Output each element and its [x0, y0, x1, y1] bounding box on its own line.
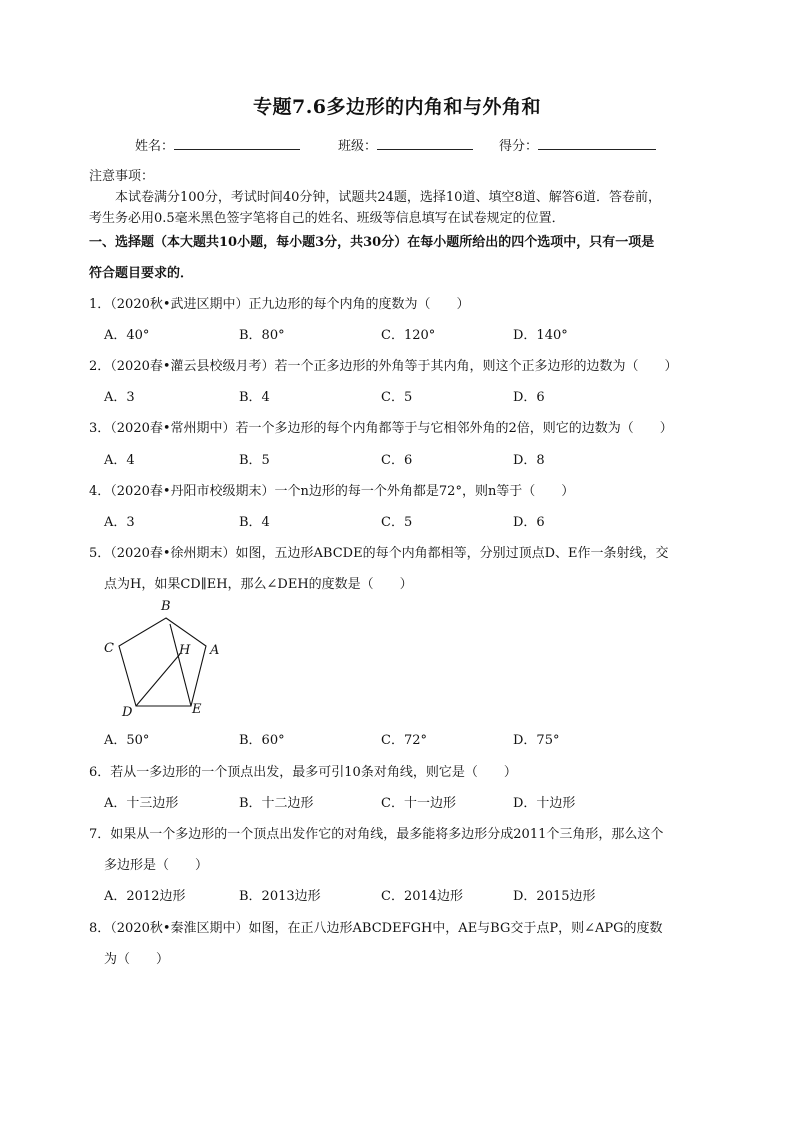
- question-7-option-a[interactable]: A．2012边形: [104, 889, 186, 904]
- question-4-option-d[interactable]: D．6: [513, 515, 545, 530]
- question-5-option-d[interactable]: D．75°: [513, 733, 560, 748]
- question-6-text: 6．若从一多边形的一个顶点出发，最多可引10条对角线，则它是（ ）: [89, 765, 517, 780]
- question-3-option-a[interactable]: A．4: [104, 453, 135, 468]
- point-label-h: H: [179, 643, 191, 658]
- ray-eh: [170, 624, 191, 706]
- question-1-option-b[interactable]: B．80°: [239, 328, 285, 343]
- question-3-option-d[interactable]: D．8: [513, 453, 545, 468]
- question-5-option-b[interactable]: B．60°: [239, 733, 285, 748]
- question-5-option-a[interactable]: A．50°: [104, 733, 150, 748]
- question-3-text: 3．（2020春•常州期中）若一个多边形的每个内角都等于与它相邻外角的2倍，则它的边数为（ ）: [89, 421, 673, 436]
- question-7-text-line-2: 多边形是（ ）: [104, 858, 209, 873]
- question-1-option-c[interactable]: C．120°: [381, 328, 436, 343]
- question-2-option-a[interactable]: A．3: [104, 390, 135, 405]
- name-blank[interactable]: [174, 137, 300, 150]
- question-5-text-line-1: 5．（2020春•徐州期末）如图，五边形ABCDE的每个内角都相等，分别过顶点D、E作一条射线，交: [89, 546, 669, 561]
- question-2-text: 2．（2020春•灌云县校级月考）若一个正多边形的外角等于其内角，则这个正多边形的边数为（ ）: [89, 359, 678, 374]
- question-1-text: 1．（2020秋•武进区期中）正九边形的每个内角的度数为（ ）: [89, 297, 470, 312]
- notice-line-2: 考生务必用0.5毫米黑色签字笔将自己的姓名、班级等信息填写在试卷规定的位置．: [89, 211, 565, 226]
- question-2-option-b[interactable]: B．4: [239, 390, 270, 405]
- score-label: 得分：: [499, 139, 539, 154]
- question-7-text-line-1: 7．如果从一个多边形的一个顶点出发作它的对角线，最多能将多边形分成2011个三角形，那么这个: [89, 827, 664, 842]
- question-3-option-c[interactable]: C．6: [381, 453, 413, 468]
- question-6-option-b[interactable]: B．十二边形: [239, 796, 314, 811]
- name-field: [135, 135, 300, 154]
- section-heading-line-2: 符合题目要求的．: [89, 266, 194, 281]
- section-heading-line-1: 一、选择题（本大题共10小题，每小题3分，共30分）在每小题所给出的四个选项中，只有一项是: [89, 235, 655, 250]
- question-8-text-line-2: 为（ ）: [104, 952, 170, 967]
- question-1-option-d[interactable]: D．140°: [513, 328, 568, 343]
- notice-heading: 注意事项：: [89, 169, 155, 184]
- question-2-option-d[interactable]: D．6: [513, 390, 545, 405]
- question-6-option-d[interactable]: D．十边形: [513, 796, 576, 811]
- question-5-option-c[interactable]: C．72°: [381, 733, 427, 748]
- class-label: 班级：: [338, 139, 378, 154]
- question-1-option-a[interactable]: A．40°: [104, 328, 150, 343]
- pentagon-figure: [100, 596, 240, 720]
- vertex-label-e: E: [192, 702, 202, 717]
- class-blank[interactable]: [377, 137, 473, 150]
- vertex-label-d: D: [122, 705, 133, 720]
- question-6-option-c[interactable]: C．十一边形: [381, 796, 456, 811]
- question-7-option-c[interactable]: C．2014边形: [381, 889, 464, 904]
- question-4-option-c[interactable]: C．5: [381, 515, 413, 530]
- notice-line-1: 本试卷满分100分，考试时间40分钟，试题共24题，选择10道、填空8道、解答6道．答卷前，: [115, 190, 661, 205]
- vertex-label-b: B: [161, 599, 171, 614]
- pentagon-abcde: [119, 618, 206, 706]
- page-title: 专题7.6多边形的内角和与外角和: [252, 96, 542, 118]
- question-2-option-c[interactable]: C．5: [381, 390, 413, 405]
- question-7-option-b[interactable]: B．2013边形: [239, 889, 321, 904]
- name-label: 姓名：: [135, 139, 175, 154]
- vertex-label-c: C: [104, 641, 114, 656]
- question-4-option-b[interactable]: B．4: [239, 515, 270, 530]
- score-field: [499, 135, 656, 154]
- question-3-option-b[interactable]: B．5: [239, 453, 270, 468]
- class-field: [338, 135, 473, 154]
- vertex-label-a: A: [210, 643, 220, 658]
- question-8-text-line-1: 8．（2020秋•秦淮区期中）如图，在正八边形ABCDEFGH中，AE与BG交于点P，则∠APG的度数: [89, 921, 663, 936]
- question-4-text: 4．（2020春•丹阳市校级期末）一个n边形的每一个外角都是72°，则n等于（ ）: [89, 484, 575, 499]
- question-5-text-line-2: 点为H，如果CD∥EH，那么∠DEH的度数是（ ）: [104, 577, 413, 592]
- question-7-option-d[interactable]: D．2015边形: [513, 889, 596, 904]
- question-6-option-a[interactable]: A．十三边形: [104, 796, 179, 811]
- ray-dh: [136, 654, 180, 706]
- question-4-option-a[interactable]: A．3: [104, 515, 135, 530]
- score-blank[interactable]: [538, 137, 656, 150]
